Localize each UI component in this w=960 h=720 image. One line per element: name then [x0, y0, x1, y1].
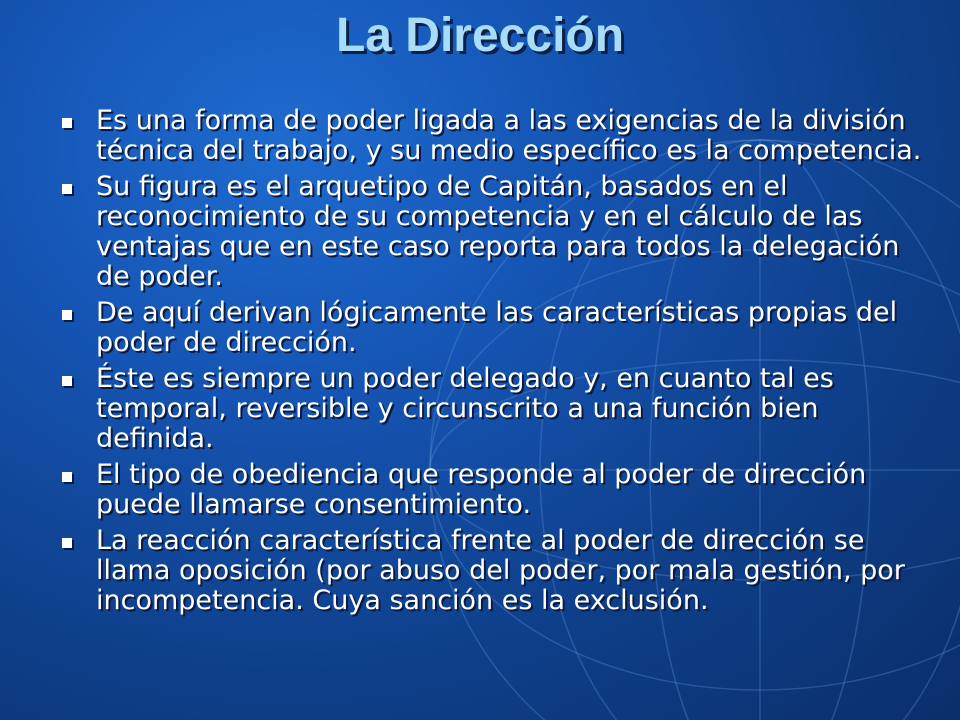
bullet-item [56, 526, 936, 616]
bullet-text: Es una forma de poder ligada a las exigencias de la división técnica del trabajo, y su medio específico es la competencia. [96, 105, 922, 166]
bullet-item [56, 460, 936, 520]
bullet-text: La reacción característica frente al poder de dirección se llama oposición (por abuso del poder, por mala gestión, por incompetencia. Cuya sanción es la exclusión. [96, 525, 905, 616]
square-bullet-icon [62, 184, 72, 194]
bullet-text: Éste es siempre un poder delegado y, en cuanto tal es temporal, reversible y circunscrito a una función bien definida. [96, 363, 834, 454]
bullet-item [56, 172, 936, 292]
bullet-item [56, 298, 936, 358]
bullet-text: Su figura es el arquetipo de Capitán, basados en el reconocimiento de su competencia y en el cálculo de las ventajas que en este caso reporta para todos la delegación de poder. [96, 171, 900, 292]
bullet-text: El tipo de obediencia que responde al poder de dirección puede llamarse consentimiento. [96, 459, 867, 520]
square-bullet-icon [62, 472, 72, 482]
bullet-item [56, 364, 936, 454]
square-bullet-icon [62, 538, 72, 548]
bullet-item [56, 106, 936, 166]
slide-title: La Dirección [335, 9, 625, 62]
bullet-text: De aquí derivan lógicamente las características propias del poder de dirección. [96, 297, 898, 358]
square-bullet-icon [62, 118, 72, 128]
bullet-list [56, 106, 936, 622]
square-bullet-icon [62, 310, 72, 320]
square-bullet-icon [62, 376, 72, 386]
